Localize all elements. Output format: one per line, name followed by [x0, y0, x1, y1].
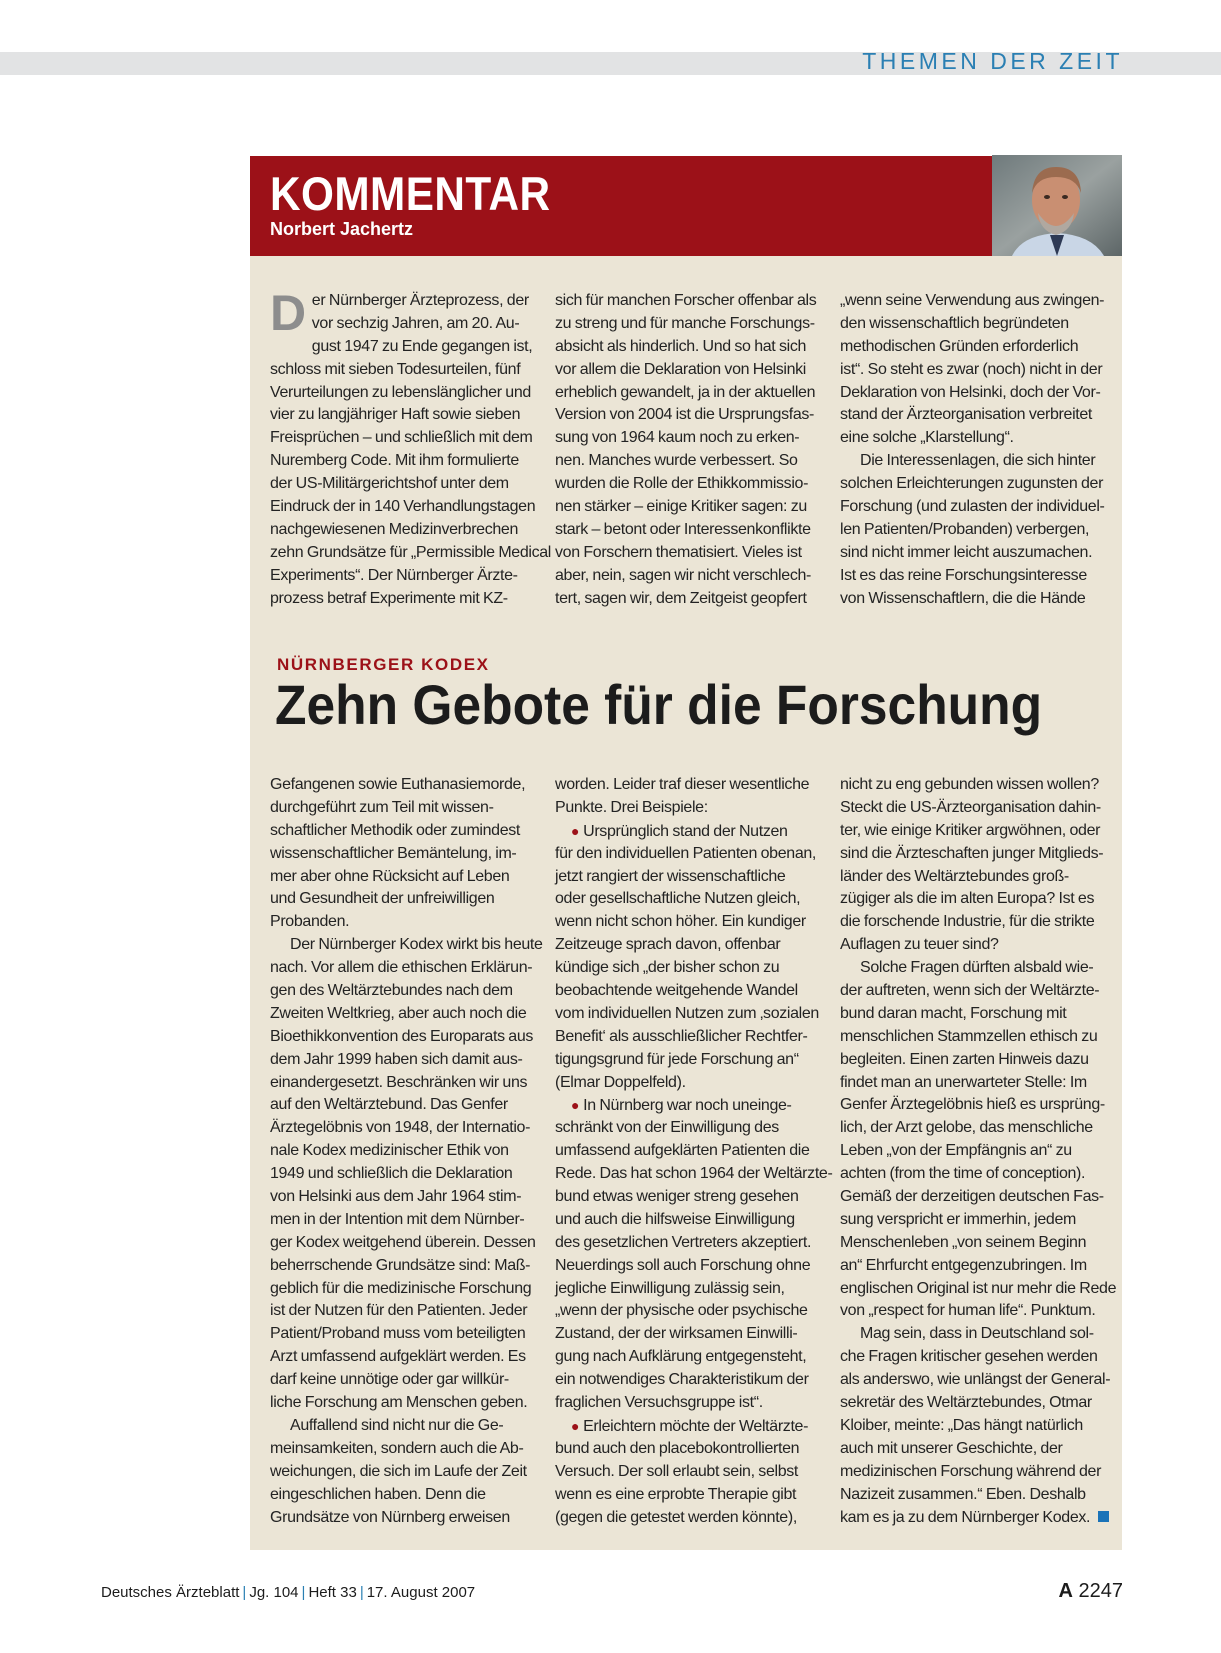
page-prefix: A — [1058, 1580, 1073, 1602]
text-line: und Gesundheit der unfreiwilligen — [270, 890, 495, 908]
text-line: Erleichtern möchte der Weltärzte- — [583, 1417, 809, 1435]
text-line: bund etwas weniger streng gesehen — [555, 1188, 799, 1206]
text-line: der auftreten, wenn sich der Weltärzte- — [840, 982, 1100, 1000]
text-line: schränkt von der Einwilligung des — [555, 1119, 779, 1137]
separator: | — [359, 1584, 364, 1601]
bullet-item — [555, 1415, 817, 1438]
text-line: für den individuellen Patienten obenan, — [555, 844, 817, 862]
text-line: worden. Leider traf dieser wesentliche — [555, 776, 810, 793]
text-line: sind die Ärzteschaften junger Mitglieds- — [840, 844, 1104, 862]
text-line: zu streng und für manche Forschungs- — [555, 314, 815, 332]
text-line: 1949 und schließlich die Deklaration — [270, 1165, 513, 1183]
text-line: den wissenschaftlich begründeten — [840, 314, 1069, 332]
text-line: Eindruck der in 140 Verhandlungstagen — [270, 498, 536, 516]
text-line: men in der Intention mit dem Nürnber- — [270, 1210, 525, 1228]
text-line: (Elmar Doppelfeld). — [555, 1073, 686, 1091]
text-line: gung nach Aufklärung entgegensteht, — [555, 1348, 807, 1366]
text-line: sind nicht immer leicht auszumachen. — [840, 543, 1093, 561]
bullet-item — [555, 820, 817, 843]
text-line: Ärztegelöbnis von 1948, der Internatio- — [270, 1119, 531, 1137]
text-line: an“ Ehrfurcht entgegenzubringen. Im — [840, 1256, 1087, 1274]
text-line: einandergesetzt. Beschränken wir uns — [270, 1073, 528, 1091]
text-line: Nuremberg Code. Mit ihm formulierte — [270, 452, 519, 470]
last-line — [840, 1507, 1102, 1530]
text-line: Versuch. Der soll erlaubt sein, selbst — [555, 1462, 798, 1480]
text-line: Zweiten Weltkrieg, aber auch noch die — [270, 1004, 527, 1022]
text-line: meinsamkeiten, sondern auch die Ab- — [270, 1439, 524, 1457]
text-line: Mag sein, dass in Deutschland sol- — [860, 1325, 1094, 1343]
journal-name: Deutsches Ärzteblatt — [101, 1584, 240, 1601]
text-line: Freisprüchen – und schließlich mit dem — [270, 429, 533, 447]
bullet-icon: ● — [571, 1097, 580, 1114]
text-line: methodischen Gründen erforderlich — [840, 337, 1079, 355]
text-line: länder des Weltärztebundes groß- — [840, 867, 1069, 885]
text-line: nach. Vor allem die ethischen Erklärun- — [270, 959, 533, 977]
footer-citation — [101, 1584, 475, 1601]
text-line: die forschende Industrie, für die strikte — [840, 913, 1095, 931]
text-line: len Patienten/Probanden) verbergen, — [840, 520, 1090, 538]
text-line: tert, sagen wir, dem Zeitgeist geopfert — [555, 589, 807, 607]
issue: Heft 33 — [308, 1584, 357, 1601]
text-line: Bioethikkonvention des Europarats aus — [270, 1027, 534, 1045]
text-line: Menschenleben „von seinem Beginn — [840, 1233, 1087, 1251]
bullet-icon: ● — [571, 822, 580, 839]
text-line: von „respect for human life“. Punktum. — [840, 1302, 1096, 1320]
text-line: darf keine unnötige oder gar willkür- — [270, 1371, 509, 1389]
main-column-3 — [840, 774, 1117, 1529]
text-line: Rede. Das hat schon 1964 der Weltärzte- — [555, 1165, 833, 1183]
text-line: zügiger als die im alten Europa? Ist es — [840, 890, 1095, 908]
text-line: auf den Weltärztebund. Das Genfer — [270, 1096, 508, 1114]
text-line: sich für manchen Forscher offenbar als — [555, 292, 817, 309]
text-line: Solche Fragen dürften alsbald wie- — [860, 959, 1094, 977]
intro-column-1 — [270, 285, 552, 610]
text-line: Experiments“. Der Nürnberger Ärzte- — [270, 566, 518, 584]
text-line: zehn Grundsätze für „Permissible Medical — [270, 543, 552, 561]
text-line: Auflagen zu teuer sind? — [840, 936, 999, 954]
page-number — [1058, 1580, 1123, 1603]
text-line: Deklaration von Helsinki, doch der Vor- — [840, 383, 1101, 401]
text-line: solchen Erleichterungen zugunsten der — [840, 475, 1104, 493]
text-line: Gefangenen sowie Euthanasiemorde, — [270, 776, 526, 793]
text-line: menschlichen Stammzellen ethisch zu — [840, 1027, 1098, 1045]
text-line: umfassend aufgeklärten Patienten die — [555, 1142, 810, 1160]
text-line: wissenschaftlicher Bemäntelung, im- — [270, 844, 517, 862]
text-line: prozess betraf Experimente mit KZ- — [270, 589, 508, 607]
dropcap: D — [270, 285, 306, 341]
text-line: Neuerdings soll auch Forschung ohne — [555, 1256, 811, 1274]
text-line: Grundsätze von Nürnberg erweisen — [270, 1508, 510, 1526]
text-line: absicht als hinderlich. Und so hat sich — [555, 337, 807, 355]
page-number-value: 2247 — [1078, 1580, 1123, 1602]
text-line: vier zu langjähriger Haft sowie sieben — [270, 406, 521, 424]
text-line: Steckt die US-Ärzteorganisation dahin- — [840, 798, 1101, 816]
text-line: kam es ja zu dem Nürnberger Kodex. — [840, 1508, 1091, 1526]
text-line: Der Nürnberger Kodex wirkt bis heute — [290, 936, 543, 954]
text-line: und auch die hilfsweise Einwilligung — [555, 1210, 795, 1228]
bullet-item — [555, 1094, 817, 1117]
text-line: Version von 2004 ist die Ursprungsfas- — [555, 406, 815, 424]
text-line: englischen Original ist nur mehr die Rede — [840, 1279, 1117, 1297]
text-line: des gesetzlichen Vertreters akzeptiert. — [555, 1233, 812, 1251]
bullet-icon: ● — [571, 1417, 580, 1434]
text-line: beobachtende weitgehende Wandel — [555, 982, 798, 1000]
text-line: Benefit‘ als ausschließlicher Rechtfer- — [555, 1027, 808, 1045]
intro-column-2 — [555, 290, 817, 610]
text-line: Ursprünglich stand der Nutzen — [583, 822, 788, 840]
text-line: jetzt rangiert der wissenschaftliche — [555, 867, 786, 885]
text-line: weichungen, die sich im Laufe der Zeit — [270, 1462, 527, 1480]
text-line: sung verspricht er immerhin, jedem — [840, 1210, 1076, 1228]
main-column-1 — [270, 774, 543, 1529]
text-line: Gemäß der derzeitigen deutschen Fas- — [840, 1188, 1104, 1206]
text-line: er Nürnberger Ärzteprozess, der — [311, 292, 529, 309]
text-line: der US-Militärgerichtshof unter dem — [270, 475, 509, 493]
text-line: Kloiber, meinte: „Das hängt natürlich — [840, 1416, 1083, 1434]
main-column-2 — [555, 774, 833, 1529]
author-photo — [992, 155, 1122, 256]
text-line: schaftlicher Methodik oder zumindest — [270, 821, 521, 839]
text-line: tigungsgrund für jede Forschung an“ — [555, 1050, 799, 1068]
text-line: oder gesellschaftliche Nutzen gleich, — [555, 890, 801, 908]
text-line: fraglichen Versuchsgruppe ist“. — [555, 1394, 763, 1412]
text-line: Leben „von der Empfängnis an“ zu — [840, 1142, 1072, 1160]
article-headline: Zehn Gebote für die Forschung — [275, 673, 1043, 736]
text-line: jegliche Einwilligung zulässig sein, — [555, 1279, 785, 1297]
text-line: ist der Nutzen für den Patienten. Jeder — [270, 1302, 528, 1320]
text-line: lich, der Arzt gelobe, das menschliche — [840, 1119, 1093, 1137]
text-line: auch mit unserer Geschichte, der — [840, 1439, 1063, 1457]
text-line: Ist es das reine Forschungsinteresse — [840, 566, 1087, 584]
text-line: wenn nicht schon höher. Ein kundiger — [555, 913, 806, 931]
volume: Jg. 104 — [249, 1584, 299, 1601]
article-kicker: NÜRNBERGER KODEX — [277, 655, 490, 674]
text-line: kündige sich „der bisher schon zu — [555, 959, 780, 977]
text-line: stark – betont oder Interessenkonflikte — [555, 520, 811, 538]
text-line: ger Kodex weitgehend überein. Dessen — [270, 1233, 536, 1251]
text-line: Arzt umfassend aufgeklärt werden. Es — [270, 1348, 526, 1366]
text-line: Punkte. Drei Beispiele: — [555, 798, 708, 816]
text-line: eine solche „Klarstellung“. — [840, 429, 1014, 447]
text-line: Patient/Proband muss vom beteiligten — [270, 1325, 526, 1343]
issue-date: 17. August 2007 — [366, 1584, 476, 1601]
text-line: Genfer Ärztegelöbnis hieß es ursprüng- — [840, 1096, 1105, 1114]
text-line: medizinischen Forschung während der — [840, 1462, 1102, 1480]
text-line: von Helsinki aus dem Jahr 1964 stim- — [270, 1188, 522, 1206]
text-line: erheblich gewandelt, ja in der aktuellen — [555, 383, 816, 401]
text-line: Nazizeit zusammen.“ Eben. Deshalb — [840, 1485, 1086, 1503]
text-line: ein notwendiges Charakteristikum der — [555, 1371, 809, 1389]
text-line: nale Kodex medizinischer Ethik von — [270, 1142, 509, 1160]
text-line: schloss mit sieben Todesurteilen, fünf — [270, 360, 521, 378]
text-line: findet man an unerwarteter Stelle: Im — [840, 1073, 1087, 1091]
author-name: Norbert Jachertz — [270, 219, 414, 239]
text-line: sekretär des Weltärztebundes, Otmar — [840, 1394, 1092, 1412]
text-line: ter, wie einige Kritiker argwöhnen, oder — [840, 821, 1101, 839]
text-line: „wenn der physische oder psychische — [555, 1302, 808, 1320]
text-line: vom individuellen Nutzen zum ‚sozialen — [555, 1004, 819, 1022]
text-line: beherrschende Grundsätze sind: Maß- — [270, 1256, 531, 1274]
text-line: Auffallend sind nicht nur die Ge- — [290, 1416, 504, 1434]
text-line: Probanden. — [270, 913, 350, 931]
text-line: nachgewiesenen Medizinverbrechen — [270, 520, 519, 538]
text-line: aber, nein, sagen wir nicht verschlech- — [555, 566, 811, 584]
text-line: In Nürnberg war noch uneinge- — [583, 1097, 792, 1115]
text-line: (gegen die getestet werden könnte), — [555, 1508, 797, 1526]
text-line: achten (from the time of conception). — [840, 1165, 1086, 1183]
text-line: ist“. So steht es zwar (noch) nicht in der — [840, 360, 1103, 378]
text-line: mer aber ohne Rücksicht auf Leben — [270, 867, 510, 885]
text-line: liche Forschung am Menschen geben. — [270, 1394, 528, 1412]
text-line: dem Jahr 1999 haben sich damit aus- — [270, 1050, 523, 1068]
text-line: sung von 1964 kaum noch zu erken- — [555, 429, 800, 447]
text-line: nen. Manches wurde verbessert. So — [555, 452, 798, 470]
text-line: stand der Ärzteorganisation verbreitet — [840, 406, 1093, 424]
text-line: bund daran macht, Forschung mit — [840, 1004, 1067, 1022]
separator: | — [301, 1584, 306, 1601]
text-line: geblich für die medizinische Forschung — [270, 1279, 532, 1297]
text-line: begleiten. Einen zarten Hinweis dazu — [840, 1050, 1089, 1068]
text-line: che Fragen kritischer gesehen werden — [840, 1348, 1098, 1366]
text-line: Die Interessenlagen, die sich hinter — [860, 452, 1096, 470]
text-line: gen des Weltärztebundes nach dem — [270, 982, 513, 1000]
text-line: durchgeführt zum Teil mit wissen- — [270, 798, 494, 816]
kommentar-label: KOMMENTAR — [270, 167, 551, 220]
text-line: „wenn seine Verwendung aus zwingen- — [840, 292, 1105, 309]
separator: | — [242, 1584, 247, 1601]
text-line: bund auch den placebokontrollierten — [555, 1439, 800, 1457]
end-mark-icon — [1098, 1511, 1109, 1522]
text-line: Zeitzeuge sprach davon, offenbar — [555, 936, 781, 954]
text-line: vor sechzig Jahren, am 20. Au- — [311, 314, 520, 332]
text-line: als anderswo, wie unlängst der General- — [840, 1371, 1111, 1389]
text-line: eingeschlichen haben. Denn die — [270, 1485, 486, 1503]
text-line: vor allem die Deklaration von Helsinki — [555, 360, 806, 378]
text-line: wenn es eine erprobte Therapie gibt — [555, 1485, 797, 1503]
text-line: nen stärker – einige Kritiker sagen: zu — [555, 498, 807, 516]
section-label: THEMEN DER ZEIT — [862, 48, 1123, 74]
text-line: nicht zu eng gebunden wissen wollen? — [840, 776, 1099, 793]
intro-column-3 — [840, 290, 1105, 610]
text-line: Zustand, der der wirksamen Einwilli- — [555, 1325, 798, 1343]
text-line: von Wissenschaftlern, die die Hände — [840, 589, 1086, 607]
text-line: Verurteilungen zu lebenslänglicher und — [270, 383, 531, 401]
text-line: Forschung (und zulasten der individuel- — [840, 498, 1105, 516]
text-line: wurden die Rolle der Ethikkommissio- — [555, 475, 809, 493]
text-line: von Forschern thematisiert. Vieles ist — [555, 543, 802, 561]
text-line: gust 1947 zu Ende gegangen ist, — [311, 337, 533, 355]
